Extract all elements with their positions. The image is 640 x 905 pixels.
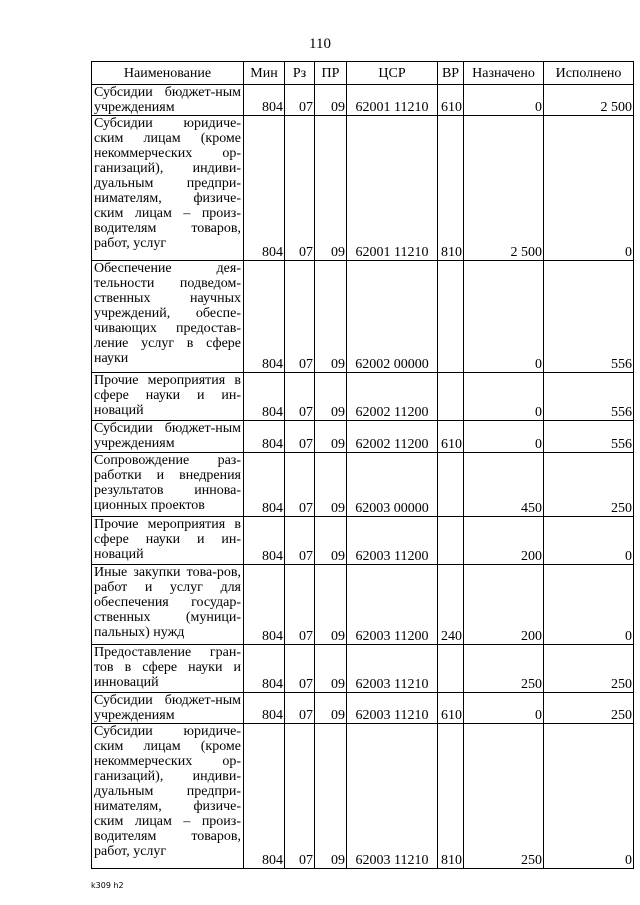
cell-executed: 0 xyxy=(544,517,634,565)
table-row xyxy=(92,373,634,421)
cell-min: 804 xyxy=(244,693,285,724)
header-min: Мин xyxy=(244,62,285,85)
cell-vr: 810 xyxy=(438,116,464,261)
cell-rz: 07 xyxy=(285,261,315,373)
header-rz: Рз xyxy=(285,62,315,85)
cell-rz: 07 xyxy=(285,85,315,116)
cell-executed: 556 xyxy=(544,421,634,453)
table-row xyxy=(92,565,634,645)
cell-csr: 62003 11200 xyxy=(347,565,438,645)
cell-min: 804 xyxy=(244,517,285,565)
cell-pr: 09 xyxy=(315,85,347,116)
header-assigned: Назначено xyxy=(464,62,544,85)
footer-code: k309 h2 xyxy=(91,881,124,890)
cell-pr: 09 xyxy=(315,565,347,645)
cell-executed: 0 xyxy=(544,565,634,645)
header-csr: ЦСР xyxy=(347,62,438,85)
cell-min: 804 xyxy=(244,85,285,116)
cell-vr: 240 xyxy=(438,565,464,645)
cell-name: Субсидии бюджет-ным учреждениям xyxy=(92,85,244,116)
cell-rz: 07 xyxy=(285,645,315,693)
cell-assigned: 2 500 xyxy=(464,116,544,261)
cell-csr: 62001 11210 xyxy=(347,116,438,261)
cell-pr: 09 xyxy=(315,421,347,453)
header-executed: Исполнено xyxy=(544,62,634,85)
cell-name: Сопровождение раз-работки и внедрения результатов иннова-ционных проектов xyxy=(92,453,244,517)
cell-rz: 07 xyxy=(285,517,315,565)
cell-assigned: 0 xyxy=(464,693,544,724)
cell-min: 804 xyxy=(244,453,285,517)
cell-executed: 250 xyxy=(544,693,634,724)
cell-name: Субсидии юридиче-ским лицам (кроме некоммерческих ор-ганизаций), индиви-дуальным предпри-нимателям, физиче-ским лицам – произ-водителям товаров, работ, услуг xyxy=(92,116,244,261)
cell-pr: 09 xyxy=(315,453,347,517)
cell-vr: 610 xyxy=(438,693,464,724)
cell-executed: 0 xyxy=(544,116,634,261)
table-row xyxy=(92,116,634,261)
table-row xyxy=(92,453,634,517)
page-number: 110 xyxy=(309,36,331,52)
cell-assigned: 250 xyxy=(464,645,544,693)
table-row xyxy=(92,421,634,453)
cell-rz: 07 xyxy=(285,693,315,724)
table-row xyxy=(92,85,634,116)
cell-assigned: 450 xyxy=(464,453,544,517)
cell-executed: 0 xyxy=(544,724,634,869)
table-header-row xyxy=(92,62,634,85)
cell-csr: 62002 11200 xyxy=(347,373,438,421)
table-row xyxy=(92,261,634,373)
cell-vr xyxy=(438,261,464,373)
cell-name: Прочие мероприятия в сфере науки и ин-новаций xyxy=(92,517,244,565)
cell-vr xyxy=(438,373,464,421)
cell-vr: 810 xyxy=(438,724,464,869)
cell-executed: 2 500 xyxy=(544,85,634,116)
cell-name: Субсидии бюджет-ным учреждениям xyxy=(92,693,244,724)
cell-min: 804 xyxy=(244,724,285,869)
cell-name: Прочие мероприятия в сфере науки и ин-новаций xyxy=(92,373,244,421)
header-name: Наименование xyxy=(92,62,244,85)
cell-name: Субсидии бюджет-ным учреждениям xyxy=(92,421,244,453)
cell-csr: 62003 11210 xyxy=(347,693,438,724)
cell-rz: 07 xyxy=(285,421,315,453)
cell-name: Обеспечение дея-тельности подведом-ственных научных учреждений, обеспе-чивающих предостав-ление услуг в сфере науки xyxy=(92,261,244,373)
cell-rz: 07 xyxy=(285,453,315,517)
cell-min: 804 xyxy=(244,565,285,645)
table-row xyxy=(92,517,634,565)
cell-name: Субсидии юридиче-ским лицам (кроме некоммерческих ор-ганизаций), индиви-дуальным предпри-нимателям, физиче-ским лицам – произ-водителям товаров, работ, услуг xyxy=(92,724,244,869)
header-vr: ВР xyxy=(438,62,464,85)
cell-pr: 09 xyxy=(315,693,347,724)
cell-min: 804 xyxy=(244,373,285,421)
cell-executed: 556 xyxy=(544,373,634,421)
budget-table xyxy=(91,61,634,869)
cell-rz: 07 xyxy=(285,565,315,645)
cell-pr: 09 xyxy=(315,517,347,565)
cell-rz: 07 xyxy=(285,373,315,421)
cell-csr: 62003 00000 xyxy=(347,453,438,517)
cell-pr: 09 xyxy=(315,645,347,693)
cell-name: Предоставление гран-тов в сфере науки и инноваций xyxy=(92,645,244,693)
cell-assigned: 200 xyxy=(464,517,544,565)
cell-csr: 62003 11200 xyxy=(347,517,438,565)
cell-min: 804 xyxy=(244,261,285,373)
cell-csr: 62002 00000 xyxy=(347,261,438,373)
cell-pr: 09 xyxy=(315,373,347,421)
cell-executed: 250 xyxy=(544,645,634,693)
cell-min: 804 xyxy=(244,645,285,693)
header-pr: ПР xyxy=(315,62,347,85)
cell-name: Иные закупки това-ров, работ и услуг для обеспечения государ-ственных (муници-пальных) нужд xyxy=(92,565,244,645)
cell-csr: 62003 11210 xyxy=(347,724,438,869)
cell-vr: 610 xyxy=(438,421,464,453)
cell-csr: 62003 11210 xyxy=(347,645,438,693)
cell-min: 804 xyxy=(244,116,285,261)
cell-rz: 07 xyxy=(285,116,315,261)
table-row xyxy=(92,693,634,724)
cell-pr: 09 xyxy=(315,724,347,869)
cell-pr: 09 xyxy=(315,261,347,373)
cell-assigned: 250 xyxy=(464,724,544,869)
cell-assigned: 0 xyxy=(464,261,544,373)
cell-csr: 62002 11200 xyxy=(347,421,438,453)
cell-assigned: 0 xyxy=(464,421,544,453)
cell-assigned: 0 xyxy=(464,85,544,116)
cell-vr: 610 xyxy=(438,85,464,116)
cell-assigned: 200 xyxy=(464,565,544,645)
cell-rz: 07 xyxy=(285,724,315,869)
cell-pr: 09 xyxy=(315,116,347,261)
cell-vr xyxy=(438,453,464,517)
cell-vr xyxy=(438,517,464,565)
cell-vr xyxy=(438,645,464,693)
table-row xyxy=(92,724,634,869)
cell-executed: 556 xyxy=(544,261,634,373)
cell-min: 804 xyxy=(244,421,285,453)
cell-executed: 250 xyxy=(544,453,634,517)
table-row xyxy=(92,645,634,693)
cell-assigned: 0 xyxy=(464,373,544,421)
cell-csr: 62001 11210 xyxy=(347,85,438,116)
